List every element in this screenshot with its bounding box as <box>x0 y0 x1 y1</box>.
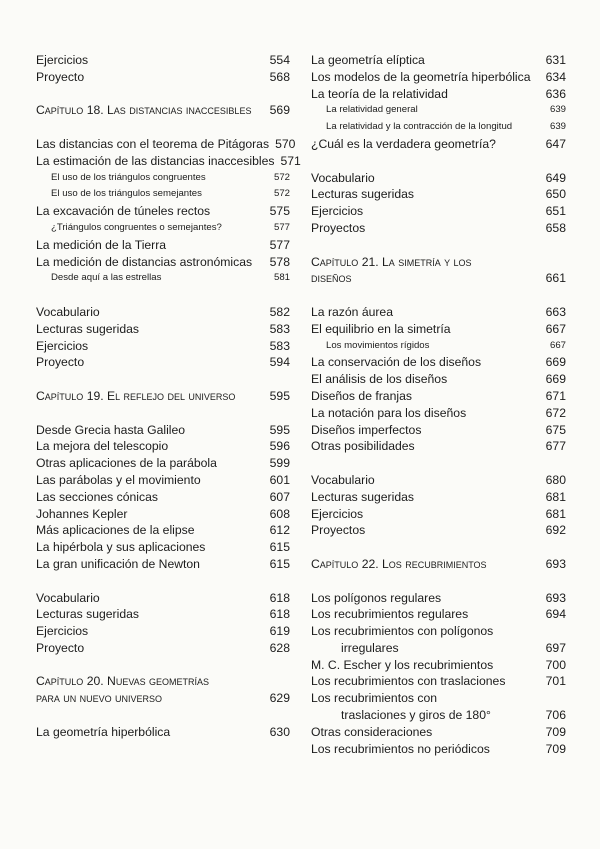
page-number: 701 <box>545 674 566 689</box>
toc-subentry <box>311 338 566 355</box>
entry-title: Ejercicios <box>311 506 364 521</box>
page-number: 575 <box>269 204 290 219</box>
toc-entry <box>36 321 290 338</box>
entry-title: La conservación de los diseños <box>311 355 482 370</box>
toc-entry <box>311 724 566 741</box>
toc-subentry <box>36 220 290 237</box>
toc-entry <box>311 354 566 371</box>
toc-entry <box>311 220 566 237</box>
toc-entry <box>311 640 566 657</box>
entry-title: Diseños de franjas <box>311 388 412 403</box>
entry-title: La excavación de túneles rectos <box>36 204 211 219</box>
entry-title: Diseños imperfectos <box>311 422 422 437</box>
entry-title: Desde aquí a las estrellas <box>51 272 162 284</box>
toc-entry <box>311 203 566 220</box>
spacer <box>311 287 566 304</box>
toc-entry <box>36 590 290 607</box>
entry-title: ¿Triángulos congruentes o semejantes? <box>51 221 222 233</box>
chapter-heading <box>36 388 290 405</box>
entry-title: El uso de los triángulos congruentes <box>51 171 206 183</box>
entry-title: Ejercicios <box>311 204 364 219</box>
page-number: 649 <box>545 170 566 185</box>
page-number: 583 <box>269 321 290 336</box>
entry-title: Otras consideraciones <box>311 724 433 739</box>
page-number: 680 <box>545 472 566 487</box>
page-number: 671 <box>545 388 566 403</box>
page-number: 636 <box>545 86 566 101</box>
toc-entry <box>311 422 566 439</box>
entry-title: Los modelos de la geometría hiperbólica <box>311 69 531 84</box>
entry-title: La medición de distancias astronómicas <box>36 254 253 269</box>
toc-entry <box>36 338 290 355</box>
entry-title: Los polígonos regulares <box>311 590 442 605</box>
entry-title: ¿Cuál es la verdadera geometría? <box>311 136 496 151</box>
toc-entry <box>36 304 290 321</box>
chapter-title: para un nuevo universo <box>36 691 163 706</box>
entry-title: Los recubrimientos con <box>311 691 437 706</box>
spacer <box>311 539 566 556</box>
page-number: 599 <box>269 456 290 471</box>
toc-entry <box>36 556 290 573</box>
toc-entry <box>311 590 566 607</box>
toc-entry <box>36 69 290 86</box>
page-number: 693 <box>545 556 566 571</box>
page-number: 697 <box>545 640 566 655</box>
entry-title: Vocabulario <box>36 304 100 319</box>
toc-entry <box>36 606 290 623</box>
page-number: 693 <box>545 590 566 605</box>
toc-entry <box>311 321 566 338</box>
page-number: 628 <box>269 640 290 655</box>
spacer <box>311 455 566 472</box>
page-number: 669 <box>545 372 566 387</box>
entry-title: Lecturas sugeridas <box>36 321 139 336</box>
page-number: 709 <box>545 724 566 739</box>
page-number: 554 <box>269 53 290 67</box>
page-number: 681 <box>545 506 566 521</box>
toc-entry <box>311 438 566 455</box>
spacer <box>36 707 290 724</box>
page-number: 672 <box>545 405 566 420</box>
toc-entry <box>311 170 566 187</box>
toc-entry <box>311 472 566 489</box>
page-number: 630 <box>269 724 290 739</box>
toc-entry <box>311 690 566 707</box>
entry-title: Las secciones cónicas <box>36 489 158 504</box>
toc-entry <box>311 86 566 103</box>
toc-entry <box>311 673 566 690</box>
toc-entry <box>36 472 290 489</box>
entry-title: El equilibrio en la simetría <box>311 321 451 336</box>
toc-subentry <box>36 170 290 187</box>
toc-entry <box>311 52 566 69</box>
toc-entry <box>311 657 566 674</box>
page-number: 582 <box>269 304 290 319</box>
entry-title: Ejercicios <box>36 53 89 67</box>
page-number: 694 <box>545 607 566 622</box>
toc-entry <box>311 707 566 724</box>
toc-entry <box>36 438 290 455</box>
spacer <box>311 237 566 254</box>
entry-title: Las distancias con el teorema de Pitágoras <box>36 136 270 151</box>
toc-entry <box>36 623 290 640</box>
spacer <box>36 119 290 136</box>
page-number: 667 <box>545 321 566 336</box>
entry-title: Las parábolas y el movimiento <box>36 472 201 487</box>
page-number: 581 <box>273 272 290 284</box>
spacer <box>36 371 290 388</box>
page-number: 571 <box>280 153 301 168</box>
toc-subentry <box>36 186 290 203</box>
toc-entry <box>311 136 566 153</box>
toc-entry <box>311 506 566 523</box>
entry-title: Más aplicaciones de la elipse <box>36 523 195 538</box>
entry-title: La razón áurea <box>311 304 393 319</box>
entry-title: Lecturas sugeridas <box>311 187 414 202</box>
chapter-title: Capítulo 20. Nuevas geometrías <box>36 674 210 689</box>
entry-title: Vocabulario <box>36 590 100 605</box>
chapter-heading <box>36 673 290 690</box>
page-number: 709 <box>545 741 566 756</box>
page-number: 650 <box>545 187 566 202</box>
page-number: 619 <box>269 624 290 639</box>
spacer <box>36 573 290 590</box>
chapter-heading <box>36 102 290 119</box>
entry-title: Los movimientos rígidos <box>326 339 430 351</box>
toc-entry <box>36 136 296 153</box>
entry-title: La geometría elíptica <box>311 53 425 67</box>
toc-entry <box>36 52 290 69</box>
page-number: 618 <box>269 607 290 622</box>
entry-title: La relatividad y la contracción de la longitud <box>326 121 513 133</box>
entry-title: Los recubrimientos con traslaciones <box>311 674 506 689</box>
chapter-heading <box>311 270 566 287</box>
toc-entry <box>36 522 290 539</box>
page-number: 596 <box>269 439 290 454</box>
page-number: 634 <box>545 69 566 84</box>
entry-title: Los recubrimientos no periódicos <box>311 741 490 756</box>
entry-title: Desde Grecia hasta Galileo <box>36 422 186 437</box>
entry-title: Otras posibilidades <box>311 439 415 454</box>
entry-title: Ejercicios <box>36 338 89 353</box>
page-number: 651 <box>545 204 566 219</box>
spacer <box>311 153 566 170</box>
toc-entry <box>36 506 290 523</box>
page-number: 667 <box>549 339 566 351</box>
entry-title: M. C. Escher y los recubrimientos <box>311 657 494 672</box>
chapter-title: Capítulo 21. La simetría y los <box>311 254 472 269</box>
entry-title: La teoría de la relatividad <box>311 86 448 101</box>
page-number: 639 <box>549 104 566 116</box>
page-number: 595 <box>269 388 290 403</box>
entry-title: Proyecto <box>36 69 85 84</box>
entry-title: La geometría hiperbólica <box>36 724 171 739</box>
page-number: 595 <box>269 422 290 437</box>
toc-entry <box>311 388 566 405</box>
page-number: 578 <box>269 254 290 269</box>
toc-entry <box>311 371 566 388</box>
page-number: 608 <box>269 506 290 521</box>
toc-entry <box>311 606 566 623</box>
toc-entry <box>36 354 290 371</box>
entry-title: Lecturas sugeridas <box>311 489 414 504</box>
entry-title: Ejercicios <box>36 624 89 639</box>
toc-subentry <box>311 102 566 119</box>
page-number: 577 <box>273 221 290 233</box>
spacer <box>36 657 290 674</box>
toc-entry <box>311 522 566 539</box>
page-number: 677 <box>545 439 566 454</box>
toc-subentry <box>36 270 290 287</box>
spacer <box>311 573 566 590</box>
toc-entry <box>311 623 566 640</box>
toc-entry <box>311 186 566 203</box>
page-number: 661 <box>545 271 566 286</box>
page-number: 569 <box>269 103 290 118</box>
toc-entry <box>311 69 566 86</box>
toc-entry <box>36 489 290 506</box>
entry-title: Los recubrimientos regulares <box>311 607 469 622</box>
chapter-title: Capítulo 18. Las distancias inaccesibles <box>36 103 252 118</box>
page-number: 615 <box>269 556 290 571</box>
page-number: 607 <box>269 489 290 504</box>
entry-title: La notación para los diseños <box>311 405 467 420</box>
entry-title: El uso de los triángulos semejantes <box>51 188 202 200</box>
toc-entry <box>36 422 290 439</box>
toc-entry <box>311 489 566 506</box>
toc-entry <box>36 455 290 472</box>
entry-title: Los recubrimientos con polígonos <box>311 624 494 639</box>
toc-entry <box>36 724 290 741</box>
entry-title: Vocabulario <box>311 170 375 185</box>
chapter-title: diseños <box>311 271 352 286</box>
page-number: 568 <box>269 69 290 84</box>
chapter-heading <box>311 556 566 573</box>
entry-title: irregulares <box>341 640 399 655</box>
entry-title: Otras aplicaciones de la parábola <box>36 456 217 471</box>
chapter-heading <box>311 254 566 271</box>
spacer <box>36 287 290 304</box>
entry-title: La hipérbola y sus aplicaciones <box>36 540 206 555</box>
chapter-title: Capítulo 22. Los recubrimientos <box>311 556 487 571</box>
page-number: 629 <box>269 691 290 706</box>
page-number: 618 <box>269 590 290 605</box>
page-number: 594 <box>269 355 290 370</box>
page-number: 658 <box>545 220 566 235</box>
entry-title: Lecturas sugeridas <box>36 607 139 622</box>
page-number: 631 <box>545 53 566 67</box>
chapter-heading <box>36 690 290 707</box>
page-number: 612 <box>269 523 290 538</box>
entry-title: El análisis de los diseños <box>311 372 448 387</box>
page-number: 669 <box>545 355 566 370</box>
toc-subentry <box>311 119 566 136</box>
toc-column-left <box>36 52 301 741</box>
page-number: 572 <box>273 171 290 183</box>
entry-title: Proyecto <box>36 640 85 655</box>
entry-title: La medición de la Tierra <box>36 237 167 252</box>
page-number: 615 <box>269 540 290 555</box>
toc-entry <box>36 254 290 271</box>
toc-entry <box>36 153 301 170</box>
page-number: 583 <box>269 338 290 353</box>
spacer <box>36 405 290 422</box>
page-number: 692 <box>545 523 566 538</box>
entry-title: traslaciones y giros de 180° <box>341 708 491 723</box>
entry-title: Proyecto <box>36 355 85 370</box>
page-number: 681 <box>545 489 566 504</box>
entry-title: Proyectos <box>311 523 366 538</box>
toc-entry <box>36 640 290 657</box>
toc-entry <box>36 237 290 254</box>
page-number: 706 <box>545 708 566 723</box>
entry-title: La mejora del telescopio <box>36 439 169 454</box>
spacer <box>36 86 290 103</box>
entry-title: Proyectos <box>311 220 366 235</box>
page-number: 647 <box>545 136 566 151</box>
entry-title: La estimación de las distancias inaccesibles <box>36 153 275 168</box>
toc-entry <box>311 741 566 758</box>
toc-entry <box>311 405 566 422</box>
entry-title: La relatividad general <box>326 104 418 116</box>
entry-title: Johannes Kepler <box>36 506 128 521</box>
entry-title: La gran unificación de Newton <box>36 556 200 571</box>
toc-entry <box>36 203 290 220</box>
toc-column-right <box>311 52 566 757</box>
page-number: 570 <box>275 136 296 151</box>
page-number: 700 <box>545 657 566 672</box>
page-number: 577 <box>269 237 290 252</box>
page-number: 663 <box>545 304 566 319</box>
page-number: 675 <box>545 422 566 437</box>
page-number: 639 <box>549 121 566 133</box>
chapter-title: Capítulo 19. El reflejo del universo <box>36 388 236 403</box>
toc-entry <box>311 304 566 321</box>
page-number: 572 <box>273 188 290 200</box>
page-number: 601 <box>269 472 290 487</box>
entry-title: Vocabulario <box>311 472 375 487</box>
toc-entry <box>36 539 290 556</box>
